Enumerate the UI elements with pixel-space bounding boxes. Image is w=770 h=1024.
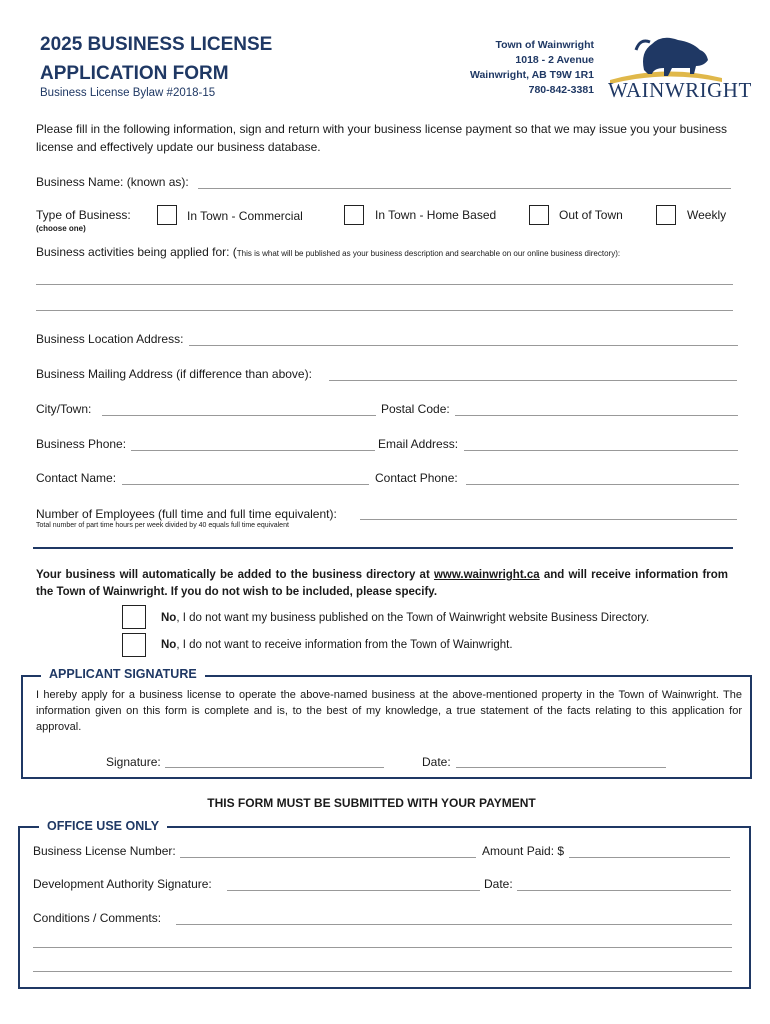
applicant-statement: I hereby apply for a business license to operate the above-named business at the above-mentioned property in the Town of Wainwright. The information given on this form is complete and is, to the best of my knowledge, a true statement of the facts relating to this application for approval.	[36, 689, 742, 733]
town-name: Town of Wainwright	[495, 39, 594, 51]
wainwright-logo	[606, 30, 752, 104]
town-street: 1018 - 2 Avenue	[515, 54, 594, 66]
submit-notice: THIS FORM MUST BE SUBMITTED WITH YOUR PAYMENT	[207, 796, 536, 810]
conditions-line-2[interactable]	[33, 947, 732, 948]
intro-text: Please fill in the following information, sign and return with your business license payment so that we may issue you your business license and effectively update our business database.	[36, 122, 728, 154]
location-address-label: Business Location Address:	[36, 332, 184, 346]
office-date-field[interactable]	[517, 890, 731, 891]
applicant-signature-heading: APPLICANT SIGNATURE	[41, 667, 205, 681]
email-label: Email Address:	[378, 437, 459, 451]
contact-name-label: Contact Name:	[36, 471, 117, 485]
contact-name-field[interactable]	[122, 484, 369, 485]
checkbox-in-town-commercial[interactable]	[157, 205, 177, 225]
activities-label-text: Business activities being applied for: (	[36, 245, 237, 259]
section-divider	[33, 547, 733, 549]
option-in-town-home-based: In Town - Home Based	[375, 208, 497, 222]
dev-authority-signature-field[interactable]	[227, 890, 480, 891]
logo-text: WAINWRIGHT	[608, 78, 752, 102]
title-line1: 2025 BUSINESS LICENSE	[40, 34, 273, 55]
conditions-line-3[interactable]	[33, 971, 732, 972]
town-phone: 780-842-3381	[528, 84, 594, 96]
amount-paid-field[interactable]	[569, 857, 730, 858]
postal-code-label: Postal Code:	[381, 402, 450, 416]
license-number-label: Business License Number:	[33, 844, 176, 858]
checkbox-opt-out-directory[interactable]	[122, 605, 146, 629]
employees-note: Total number of part time hours per week divided by 40 equals full time equivalent	[36, 522, 289, 529]
opt-out-information-text	[161, 639, 513, 651]
opt-out-information-no: No	[161, 639, 177, 651]
postal-code-field[interactable]	[455, 415, 738, 416]
opt-out-directory-no: No	[161, 612, 177, 624]
employees-field[interactable]	[360, 519, 737, 520]
employees-label: Number of Employees (full time and full time equivalent):	[36, 507, 337, 521]
city-field[interactable]	[102, 415, 376, 416]
location-address-field[interactable]	[189, 345, 738, 346]
option-in-town-commercial: In Town - Commercial	[187, 209, 303, 223]
business-name-field[interactable]	[198, 188, 731, 189]
office-use-heading: OFFICE USE ONLY	[39, 819, 167, 833]
option-out-of-town: Out of Town	[559, 208, 623, 222]
option-weekly: Weekly	[687, 208, 727, 222]
contact-phone-label: Contact Phone:	[375, 471, 458, 485]
mailing-address-field[interactable]	[329, 380, 737, 381]
form-title	[40, 30, 272, 88]
title-line2: APPLICATION FORM	[40, 63, 229, 84]
mailing-address-label: Business Mailing Address (if difference than above):	[36, 367, 312, 381]
amount-paid-label: Amount Paid: $	[482, 844, 565, 858]
bylaw-reference: Business License Bylaw #2018-15	[40, 87, 216, 99]
business-phone-field[interactable]	[131, 450, 375, 451]
business-phone-label: Business Phone:	[36, 437, 127, 451]
business-activities-label	[36, 245, 620, 259]
applicant-date-label: Date:	[422, 755, 451, 769]
signature-label: Signature:	[106, 755, 161, 769]
office-date-label: Date:	[484, 877, 513, 891]
city-label: City/Town:	[36, 402, 92, 416]
directory-notice	[36, 567, 728, 601]
directory-text-after: and will receive information from the Town of Wainwright. If you do not wish to be included, please specify.	[36, 569, 729, 598]
business-name-label: Business Name: (known as):	[36, 175, 189, 189]
conditions-field[interactable]	[176, 924, 732, 925]
directory-text-before: Your business will automatically be added to the business directory at	[36, 569, 434, 581]
activities-line-1[interactable]	[36, 284, 733, 285]
conditions-label: Conditions / Comments:	[33, 911, 162, 925]
checkbox-weekly[interactable]	[656, 205, 676, 225]
checkbox-in-town-home-based[interactable]	[344, 205, 364, 225]
type-of-business-label: Type of Business:	[36, 208, 131, 222]
opt-out-directory-text	[161, 612, 649, 624]
choose-one-note: (choose one)	[36, 224, 86, 233]
wainwright-website-link[interactable]: www.wainwright.ca	[433, 569, 540, 581]
checkbox-out-of-town[interactable]	[529, 205, 549, 225]
activities-note: This is what will be published as your business description and searchable on our online business directory):	[236, 249, 621, 258]
activities-line-2[interactable]	[36, 310, 733, 311]
checkbox-opt-out-information[interactable]	[122, 633, 146, 657]
town-city-postal: Wainwright, AB T9W 1R1	[469, 69, 594, 81]
signature-field[interactable]	[165, 767, 384, 768]
applicant-date-field[interactable]	[456, 767, 666, 768]
dev-authority-signature-label: Development Authority Signature:	[33, 877, 212, 891]
opt-out-directory-rest: , I do not want my business published on the Town of Wainwright website Business Directory.	[176, 612, 650, 624]
email-field[interactable]	[464, 450, 738, 451]
town-address	[470, 38, 594, 98]
contact-phone-field[interactable]	[466, 484, 739, 485]
opt-out-information-rest: , I do not want to receive information from the Town of Wainwright.	[176, 639, 513, 651]
license-number-field[interactable]	[180, 857, 476, 858]
